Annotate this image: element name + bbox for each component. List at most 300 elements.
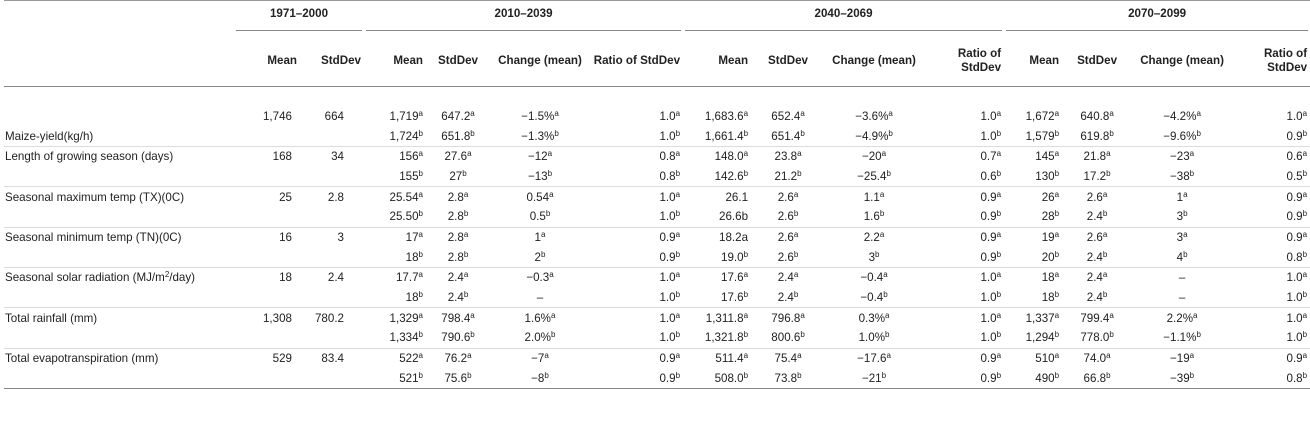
ratio-stddev (1232, 288, 1310, 308)
significance-marker: b (996, 249, 1002, 259)
significance-marker: b (1189, 370, 1195, 380)
projected-mean-value: 18 (405, 250, 419, 264)
ratio-stddev (923, 146, 1004, 166)
significance-marker: a (1302, 270, 1308, 280)
table-row (4, 126, 1310, 146)
row-label (4, 126, 234, 146)
projected-stddev-value: 647.2 (441, 109, 471, 123)
significance-marker: b (743, 249, 749, 259)
significance-marker: a (1189, 351, 1195, 361)
significance-marker: b (675, 168, 681, 178)
significance-marker: a (885, 310, 890, 320)
baseline-mean (234, 308, 300, 328)
projected-stddev-value: 799.4 (1080, 311, 1110, 325)
ratio-stddev-value: 1.0 (659, 291, 676, 305)
significance-marker: b (467, 370, 472, 380)
significance-marker: a (1102, 189, 1108, 199)
projected-mean-value: 26.6b (719, 210, 749, 224)
projected-stddev-value: 23.8 (774, 150, 798, 164)
projected-mean-value: 1,719 (389, 109, 419, 123)
baseline-stddev (300, 328, 364, 348)
column-header-row (4, 37, 1310, 87)
significance-marker: a (800, 108, 805, 118)
col-header-mean: Mean (234, 37, 300, 87)
change-mean-value: −38 (1170, 169, 1190, 183)
change-mean-value: −1.1% (1163, 331, 1197, 345)
significance-marker: a (793, 229, 799, 239)
significance-marker: a (467, 351, 472, 361)
ratio-stddev-value: 1.0 (980, 331, 997, 345)
significance-marker: a (675, 351, 681, 361)
significance-marker: b (883, 290, 888, 300)
significance-marker: a (1302, 149, 1308, 159)
projected-mean (364, 187, 426, 207)
significance-marker: a (883, 270, 888, 280)
projected-mean (683, 227, 751, 247)
significance-marker: b (418, 168, 423, 178)
projected-mean (364, 167, 426, 187)
significance-marker: b (1109, 128, 1114, 138)
significance-marker: a (463, 229, 469, 239)
significance-marker: a (550, 310, 556, 320)
ratio-stddev-value: 0.6 (1286, 150, 1303, 164)
projected-mean (1004, 247, 1062, 267)
change-mean (1132, 268, 1232, 288)
change-mean-value: −8 (531, 371, 545, 385)
change-mean (825, 126, 923, 146)
table-row (4, 308, 1310, 328)
ratio-stddev (1232, 348, 1310, 368)
projected-mean (683, 308, 751, 328)
projected-stddev (1062, 348, 1132, 368)
ratio-stddev-value: 0.9 (659, 250, 676, 264)
ratio-stddev (1232, 187, 1310, 207)
baseline-mean-value: 16 (279, 230, 292, 244)
ratio-stddev (923, 207, 1004, 227)
projected-mean-value: 1,672 (1025, 109, 1055, 123)
projected-mean (683, 167, 751, 187)
ratio-stddev (923, 268, 1004, 288)
change-mean-value: – (536, 291, 544, 305)
significance-marker: b (418, 370, 423, 380)
projected-mean-value: 1,724 (389, 129, 419, 143)
significance-marker: a (1054, 189, 1060, 199)
projected-stddev-value: 800.6 (771, 331, 801, 345)
ratio-stddev (590, 106, 683, 126)
baseline-mean (234, 106, 300, 126)
ratio-stddev-value: 1.0 (1286, 271, 1303, 285)
period-header-row (4, 1, 1310, 37)
significance-marker: a (1054, 229, 1060, 239)
projected-mean (1004, 167, 1062, 187)
significance-marker: b (1106, 168, 1111, 178)
ratio-stddev (923, 288, 1004, 308)
change-mean-value: 0.54 (526, 190, 550, 204)
projected-stddev (1062, 106, 1132, 126)
projected-stddev (426, 308, 490, 328)
significance-marker: b (1183, 209, 1188, 219)
significance-marker: b (1196, 330, 1201, 340)
projected-mean-value: 130 (1035, 169, 1055, 183)
ratio-stddev (590, 268, 683, 288)
projected-stddev (751, 227, 825, 247)
baseline-stddev (300, 167, 364, 187)
projected-mean (364, 328, 426, 348)
change-mean (490, 328, 590, 348)
change-mean-value: 4 (1176, 250, 1184, 264)
ratio-stddev-value: 1.0 (659, 109, 676, 123)
projected-mean (1004, 368, 1062, 388)
projected-stddev-value: 27 (449, 169, 463, 183)
baseline-stddev (300, 348, 364, 368)
table-body (4, 87, 1310, 389)
row-label (4, 368, 234, 388)
row-label (4, 106, 234, 126)
significance-marker: a (418, 270, 423, 280)
ratio-stddev-value: 1.0 (1286, 109, 1303, 123)
change-mean-value: 1.1 (863, 190, 880, 204)
significance-marker: b (1302, 209, 1308, 219)
ratio-stddev-value: 1.0 (980, 129, 997, 143)
projected-mean (364, 368, 426, 388)
projected-mean (683, 288, 751, 308)
projected-stddev-value: 2.8 (447, 250, 464, 264)
projected-mean-value: 26 (1041, 190, 1055, 204)
significance-marker: b (793, 249, 799, 259)
projected-stddev-value: 2.4 (447, 291, 464, 305)
ratio-stddev (590, 146, 683, 166)
projected-stddev (1062, 247, 1132, 267)
projected-mean (683, 187, 751, 207)
projected-stddev (751, 348, 825, 368)
projected-mean (683, 368, 751, 388)
projected-mean (683, 268, 751, 288)
projected-stddev (1062, 368, 1132, 388)
change-mean (490, 368, 590, 388)
ratio-stddev (1232, 106, 1310, 126)
significance-marker: a (1302, 351, 1308, 361)
ratio-stddev-value: 0.9 (1286, 129, 1303, 143)
col-header-mean: Mean (1004, 37, 1062, 87)
ratio-stddev-value: 1.0 (980, 311, 997, 325)
projected-mean-value: 155 (399, 169, 419, 183)
significance-marker: b (463, 209, 469, 219)
baseline-mean-value: 168 (272, 150, 292, 164)
projected-stddev (751, 308, 825, 328)
significance-marker: b (797, 168, 802, 178)
col-header-ratio: Ratio of StdDev (923, 37, 1004, 87)
significance-marker: a (996, 229, 1002, 239)
significance-marker: a (554, 108, 559, 118)
projected-mean-value: 28 (1041, 210, 1055, 224)
projected-mean (683, 247, 751, 267)
ratio-stddev-value: 0.9 (980, 190, 997, 204)
change-mean-value: 3 (868, 250, 876, 264)
change-mean-value: −0.3 (526, 271, 550, 285)
change-mean-value: 3 (1176, 230, 1184, 244)
significance-marker: b (1054, 209, 1060, 219)
significance-marker: b (996, 370, 1002, 380)
change-mean-value: −13 (527, 169, 548, 183)
significance-marker: b (1054, 128, 1060, 138)
projected-mean-value: 1,334 (389, 331, 419, 345)
col-header-stddev: StdDev (1062, 37, 1132, 87)
change-mean-value: 3 (1176, 210, 1184, 224)
significance-marker: b (1054, 290, 1060, 300)
ratio-stddev-value: 0.9 (980, 210, 997, 224)
projected-stddev-value: 2.4 (777, 271, 794, 285)
table-row (4, 368, 1310, 388)
projected-mean-value: 18.2a (719, 230, 749, 244)
projected-stddev (1062, 126, 1132, 146)
projected-mean-value: 26.1 (725, 190, 749, 204)
change-mean-value: −1.3% (521, 129, 555, 143)
ratio-stddev (590, 207, 683, 227)
projected-stddev (426, 368, 490, 388)
projected-stddev (751, 268, 825, 288)
projected-mean (683, 126, 751, 146)
projected-stddev (751, 328, 825, 348)
ratio-stddev-value: 0.6 (980, 169, 997, 183)
change-mean (1132, 207, 1232, 227)
row-label-text: Seasonal maximum temp (TX)(0C) (5, 190, 185, 204)
significance-marker: b (1054, 168, 1060, 178)
projected-mean-value: 18 (1041, 271, 1055, 285)
projected-stddev (1062, 328, 1132, 348)
ratio-stddev-value: 0.9 (980, 371, 997, 385)
projected-stddev (426, 247, 490, 267)
baseline-stddev (300, 247, 364, 267)
row-label (4, 288, 234, 308)
change-mean (1132, 126, 1232, 146)
significance-marker: a (888, 108, 893, 118)
projected-stddev (426, 106, 490, 126)
table-row (4, 187, 1310, 207)
projected-mean (1004, 268, 1062, 288)
ratio-stddev (590, 187, 683, 207)
significance-marker: b (1302, 330, 1308, 340)
baseline-stddev-value: 83.4 (321, 352, 344, 366)
baseline-mean (234, 146, 300, 166)
change-mean-value: 0.3% (858, 311, 886, 325)
projected-mean-value: 145 (1035, 150, 1055, 164)
projected-stddev-value: 2.6 (777, 250, 794, 264)
ratio-stddev-value: 0.9 (980, 250, 997, 264)
projected-stddev-value: 651.8 (441, 129, 471, 143)
significance-marker: a (1302, 229, 1308, 239)
significance-marker: a (1302, 189, 1308, 199)
change-mean (825, 328, 923, 348)
projected-stddev-value: 21.2 (774, 169, 798, 183)
significance-marker: a (418, 351, 423, 361)
change-mean (1132, 288, 1232, 308)
projected-stddev-value: 2.6 (777, 190, 794, 204)
projected-stddev-value: 75.4 (774, 352, 798, 366)
baseline-mean (234, 288, 300, 308)
change-mean-value: −7 (531, 352, 545, 366)
projected-stddev-value: 790.6 (441, 331, 471, 345)
projected-stddev (426, 187, 490, 207)
significance-marker: b (1102, 249, 1108, 259)
ratio-stddev (923, 227, 1004, 247)
change-mean (1132, 247, 1232, 267)
projected-stddev (751, 106, 825, 126)
row-label-superscript: 2 (164, 270, 170, 280)
ratio-stddev-value: 1.0 (659, 271, 676, 285)
baseline-stddev (300, 106, 364, 126)
row-label-text: Total rainfall (mm) (5, 311, 98, 325)
ratio-stddev-value: 0.9 (980, 352, 997, 366)
projected-stddev-value: 21.8 (1083, 150, 1107, 164)
ratio-stddev (590, 126, 683, 146)
ratio-stddev (590, 227, 683, 247)
significance-marker: b (418, 330, 423, 340)
projected-mean (1004, 308, 1062, 328)
significance-marker: a (797, 351, 802, 361)
baseline-mean (234, 328, 300, 348)
significance-marker: b (675, 209, 681, 219)
change-mean-value: 1.6 (863, 210, 880, 224)
change-mean-value: 1.6% (524, 311, 551, 325)
baseline-stddev (300, 207, 364, 227)
ratio-stddev (590, 247, 683, 267)
significance-marker: b (881, 370, 887, 380)
projected-stddev-value: 74.0 (1083, 352, 1107, 366)
change-mean (490, 126, 590, 146)
projected-stddev (1062, 308, 1132, 328)
projected-stddev-value: 2.4 (1086, 210, 1103, 224)
projected-mean (364, 207, 426, 227)
significance-marker: a (886, 351, 891, 361)
significance-marker: a (418, 310, 423, 320)
significance-marker: a (675, 229, 681, 239)
ratio-stddev (590, 348, 683, 368)
change-mean (1132, 368, 1232, 388)
ratio-stddev (590, 288, 683, 308)
projected-stddev (426, 328, 490, 348)
significance-marker: a (1106, 149, 1111, 159)
significance-marker: a (743, 310, 749, 320)
ratio-stddev-value: 0.8 (659, 169, 676, 183)
projected-stddev (751, 288, 825, 308)
change-mean-value: −23 (1170, 150, 1190, 164)
change-mean (1132, 187, 1232, 207)
projected-mean-value: 510 (1035, 352, 1055, 366)
projected-mean-value: 1,294 (1025, 331, 1055, 345)
significance-marker: a (879, 229, 885, 239)
change-mean (490, 247, 590, 267)
significance-marker: a (549, 270, 554, 280)
projected-mean (683, 146, 751, 166)
significance-marker: a (675, 310, 681, 320)
significance-marker: a (675, 108, 681, 118)
change-mean (825, 106, 923, 126)
significance-marker: a (797, 149, 802, 159)
significance-marker: b (793, 290, 799, 300)
significance-marker: a (743, 149, 749, 159)
projected-mean (1004, 146, 1062, 166)
change-mean (490, 207, 590, 227)
baseline-stddev-value: 780.2 (314, 311, 344, 325)
projected-stddev-value: 2.4 (1086, 291, 1103, 305)
projected-stddev (751, 167, 825, 187)
significance-marker: b (1189, 168, 1195, 178)
significance-marker: a (996, 310, 1002, 320)
significance-marker: b (418, 249, 423, 259)
ratio-stddev (923, 328, 1004, 348)
significance-marker: a (544, 351, 549, 361)
change-mean (490, 146, 590, 166)
ratio-stddev (1232, 247, 1310, 267)
projected-stddev-value: 778.0 (1080, 331, 1110, 345)
ratio-stddev (590, 368, 683, 388)
significance-marker: b (888, 128, 893, 138)
significance-marker: b (1302, 370, 1308, 380)
change-mean (490, 227, 590, 247)
baseline-mean (234, 126, 300, 146)
projected-stddev-value: 640.8 (1080, 109, 1110, 123)
row-label-text: Seasonal minimum temp (TN)(0C) (5, 230, 182, 244)
projected-mean (683, 328, 751, 348)
change-mean-value: 1 (1176, 190, 1184, 204)
table-row (4, 328, 1310, 348)
significance-marker: a (996, 270, 1002, 280)
significance-marker: a (793, 189, 799, 199)
significance-marker: b (675, 128, 681, 138)
projected-stddev (426, 126, 490, 146)
significance-marker: b (1106, 370, 1111, 380)
significance-marker: b (1102, 209, 1108, 219)
col-header-change: Change (mean) (825, 37, 923, 87)
significance-marker: b (470, 330, 475, 340)
baseline-stddev (300, 146, 364, 166)
projected-stddev (426, 207, 490, 227)
significance-marker: a (1302, 108, 1308, 118)
table-row (4, 146, 1310, 166)
significance-marker: b (550, 330, 556, 340)
significance-marker: b (1102, 290, 1108, 300)
ratio-stddev (590, 167, 683, 187)
change-mean (1132, 167, 1232, 187)
projected-stddev-value: 2.4 (1086, 250, 1103, 264)
projected-stddev (1062, 268, 1132, 288)
change-mean-value: −17.6 (857, 352, 887, 366)
significance-marker: a (1193, 310, 1198, 320)
projected-stddev (1062, 207, 1132, 227)
significance-marker: a (743, 351, 749, 361)
significance-marker: b (554, 128, 559, 138)
significance-marker: a (463, 270, 469, 280)
baseline-mean (234, 348, 300, 368)
significance-marker: b (1054, 370, 1060, 380)
projected-mean (683, 348, 751, 368)
table-row (4, 268, 1310, 288)
row-label-text: Seasonal solar radiation (MJ/m (5, 271, 165, 285)
projected-mean-value: 1,579 (1025, 129, 1055, 143)
change-mean (1132, 227, 1232, 247)
projected-stddev-value: 798.4 (441, 311, 471, 325)
projected-mean-value: 508.0 (714, 371, 744, 385)
projected-stddev (1062, 288, 1132, 308)
row-label (4, 146, 234, 166)
projected-stddev-value: 73.8 (774, 371, 798, 385)
significance-marker: a (996, 351, 1002, 361)
significance-marker: a (1106, 351, 1111, 361)
change-mean (825, 308, 923, 328)
significance-marker: b (797, 370, 802, 380)
ratio-stddev-value: 1.0 (659, 129, 676, 143)
change-mean (1132, 106, 1232, 126)
